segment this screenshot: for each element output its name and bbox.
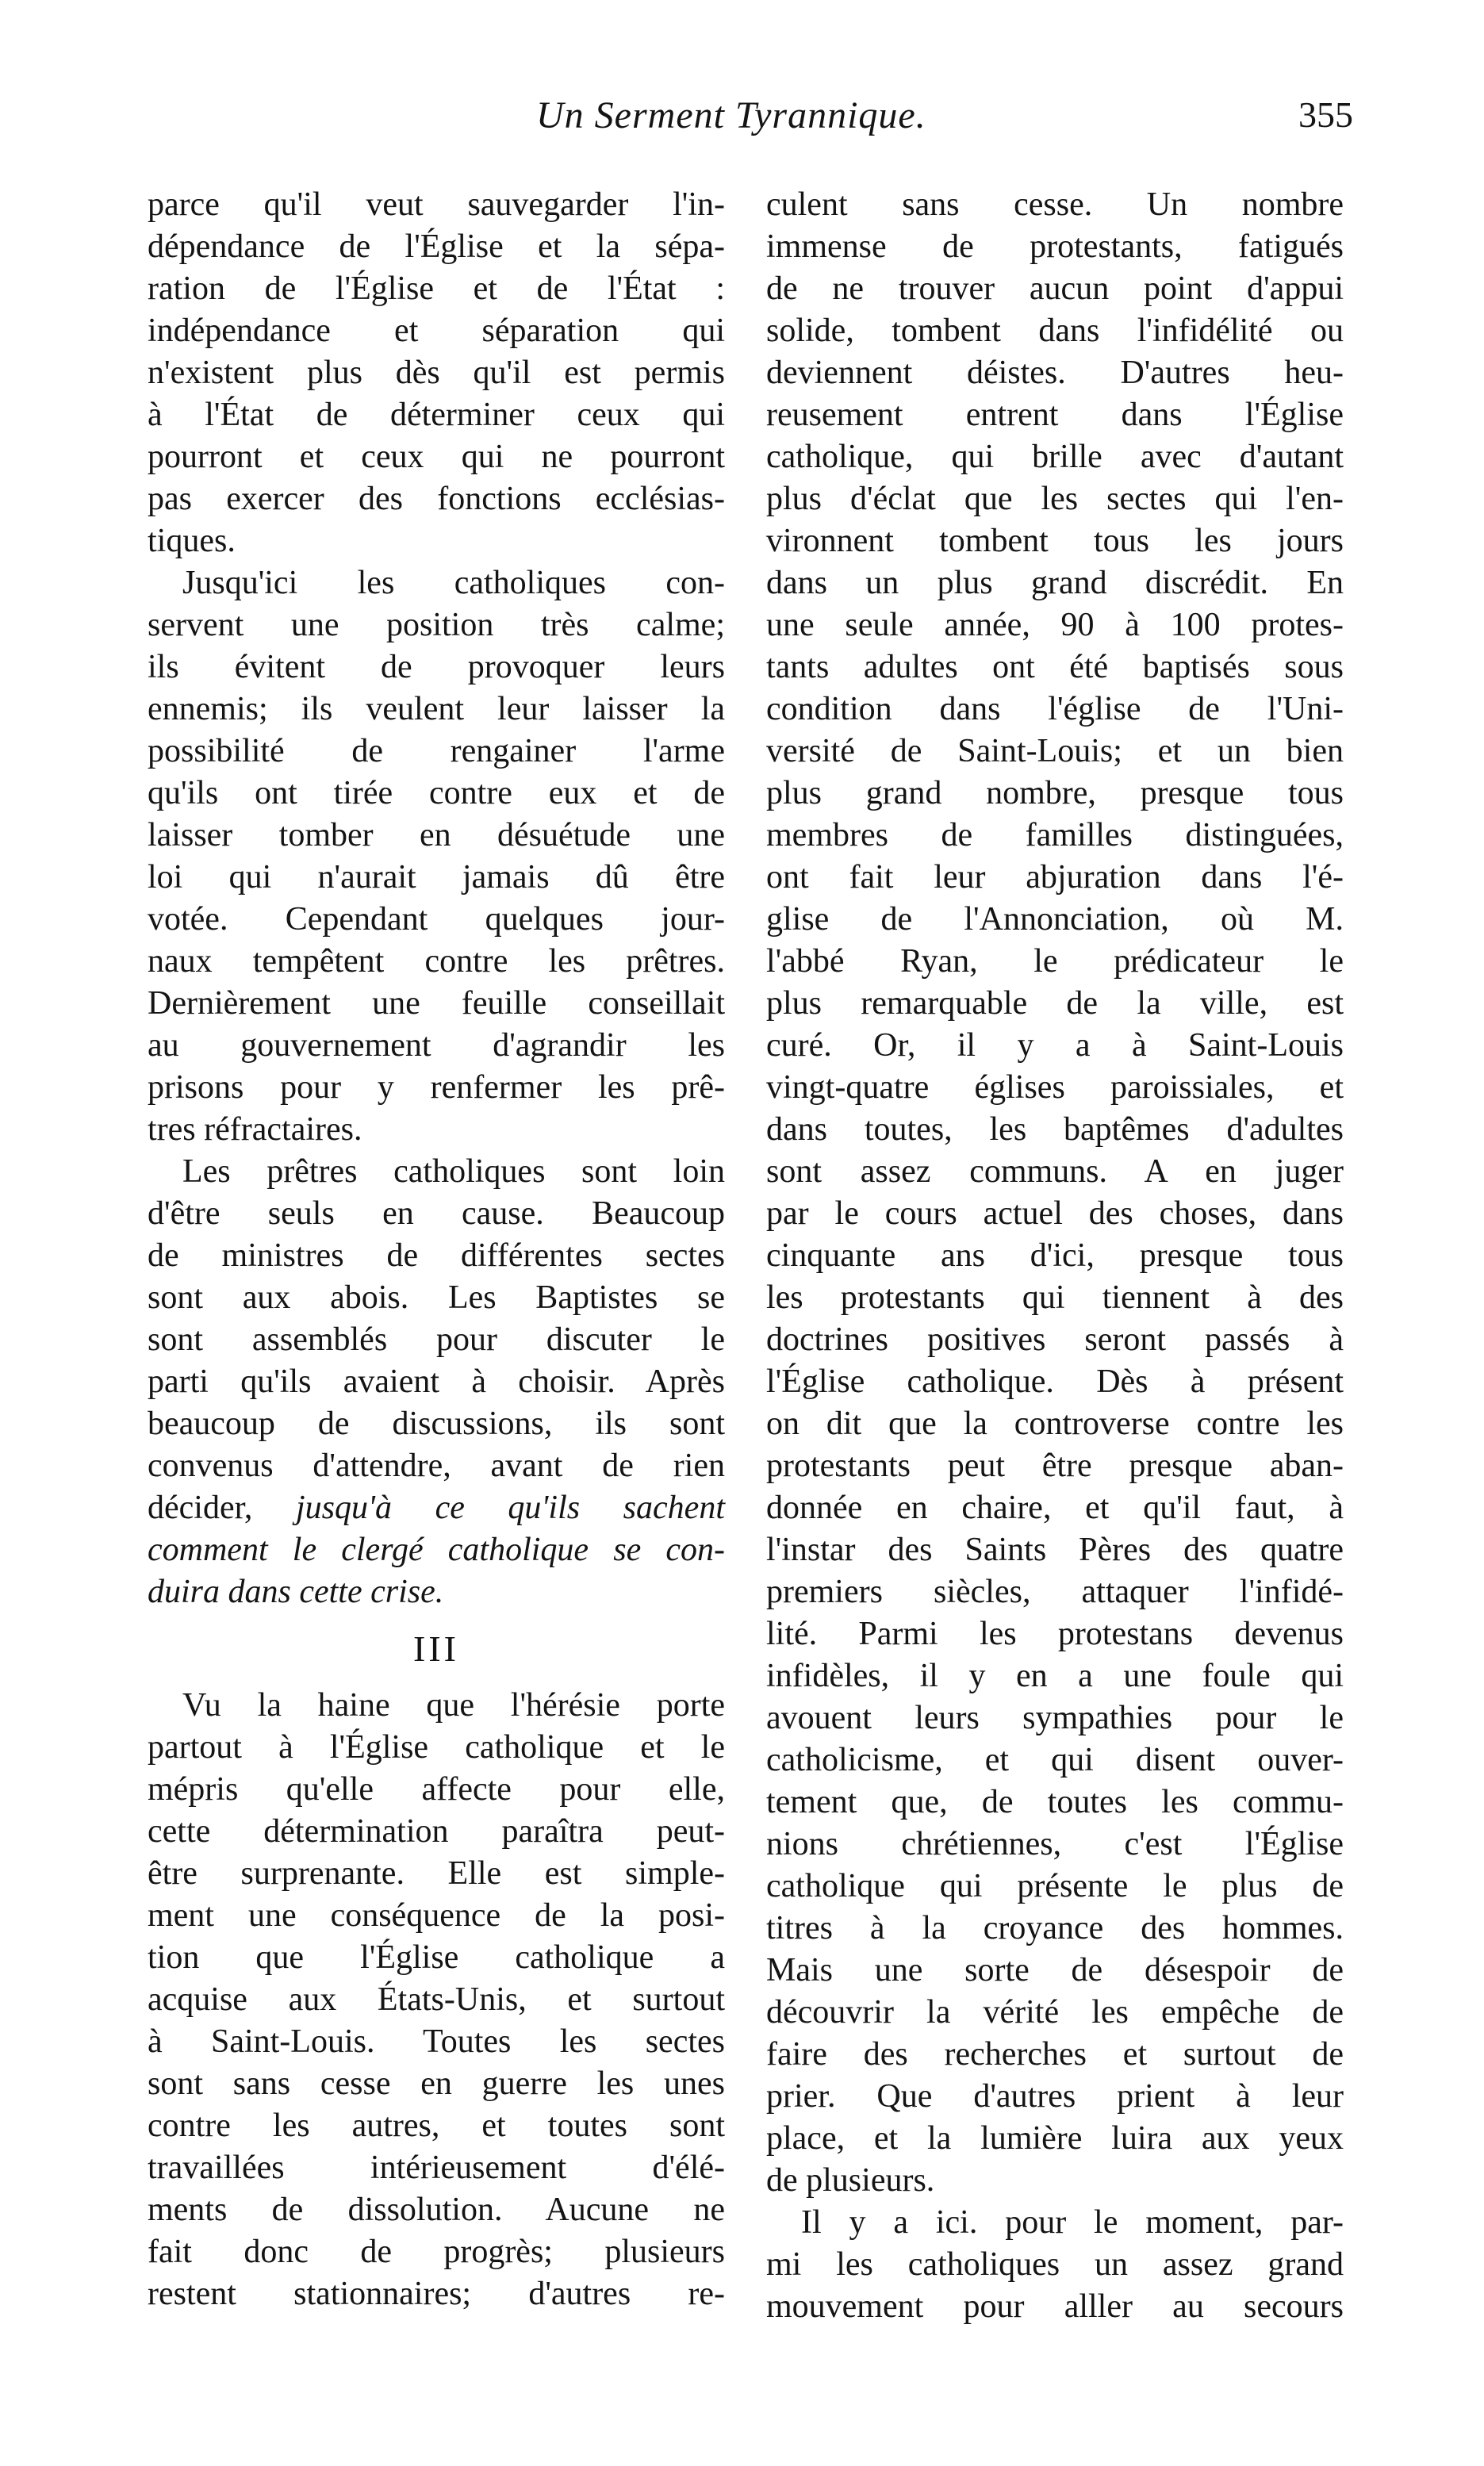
text-line: possibilité de rengainer l'arme <box>148 733 725 769</box>
text-line: pas exercer des fonctions ecclésias- <box>148 481 725 517</box>
text-run: décider, <box>148 1490 296 1526</box>
text-line: Jusqu'ici les catholiques con- <box>182 565 725 601</box>
paragraph <box>148 1685 725 2315</box>
text-line: plus grand nombre, presque tous <box>766 775 1344 811</box>
text-line: ont fait leur abjuration dans l'é- <box>766 859 1344 896</box>
page-number: 355 <box>1298 94 1353 135</box>
text-line: restent stationnaires; d'autres re- <box>148 2276 725 2312</box>
text-line: partout à l'Église catholique et le <box>148 1729 725 1766</box>
text-line: immense de protestants, fatigués <box>766 228 1344 265</box>
text-line: on dit que la controverse contre les <box>766 1406 1344 1442</box>
text-line: lité. Parmi les protestans devenus <box>766 1616 1344 1652</box>
text-line: dans toutes, les baptêmes d'adultes <box>766 1111 1344 1148</box>
text-line: sont aux abois. Les Baptistes se <box>148 1279 725 1316</box>
text-line-mixed <box>148 1487 725 1529</box>
text-line: qu'ils ont tirée contre eux et de <box>148 775 725 811</box>
text-line: contre les autres, et toutes sont <box>148 2107 725 2144</box>
text-line: être surprenante. Elle est simple- <box>148 1855 725 1892</box>
text-line: infidèles, il y en a une foule qui <box>766 1658 1344 1694</box>
paragraph <box>148 184 725 562</box>
italic-run: duira dans cette crise. <box>148 1574 444 1610</box>
text-line: d'être seuls en cause. Beaucoup <box>148 1195 725 1232</box>
left-column <box>148 184 725 2315</box>
text-line: une seule année, 90 à 100 protes- <box>766 607 1344 643</box>
text-line: ennemis; ils veulent leur laisser la <box>148 691 725 727</box>
text-line: curé. Or, il y a à Saint-Louis <box>766 1027 1344 1064</box>
text-line: tants adultes ont été baptisés sous <box>766 649 1344 685</box>
paragraph <box>766 2202 1344 2328</box>
text-line: naux tempêtent contre les prêtres. <box>148 943 725 980</box>
italic-text-line <box>148 1529 725 1571</box>
text-line: parti qu'ils avaient à choisir. Après <box>148 1363 725 1400</box>
right-column <box>766 184 1344 2328</box>
text-line: dépendance de l'Église et la sépa- <box>148 228 725 265</box>
italic-text-line <box>148 1571 725 1613</box>
text-line: vingt-quatre églises paroissiales, et <box>766 1069 1344 1106</box>
text-line: cinquante ans d'ici, presque tous <box>766 1237 1344 1274</box>
text-line: indépendance et séparation qui <box>148 313 725 349</box>
text-line: servent une position très calme; <box>148 607 725 643</box>
text-line: n'existent plus dès qu'il est permis <box>148 355 725 391</box>
section-heading: III <box>413 1628 459 1669</box>
text-line: ration de l'Église et de l'État : <box>148 270 725 307</box>
text-line: Mais une sorte de désespoir de <box>766 1952 1344 1989</box>
text-line: premiers siècles, attaquer l'infidé- <box>766 1574 1344 1610</box>
text-line: loi qui n'aurait jamais dû être <box>148 859 725 896</box>
running-title: Un Serment Tyrannique. <box>536 94 926 136</box>
text-line: donnée en chaire, et qu'il faut, à <box>766 1490 1344 1526</box>
paragraph <box>766 184 1344 2202</box>
text-line: tion que l'Église catholique a <box>148 1939 725 1976</box>
text-line: versité de Saint-Louis; et un bien <box>766 733 1344 769</box>
text-line: catholicisme, et qui disent ouver- <box>766 1742 1344 1778</box>
text-line: faire des recherches et surtout de <box>766 2036 1344 2073</box>
text-line: plus remarquable de la ville, est <box>766 985 1344 1022</box>
text-line: pourront et ceux qui ne pourront <box>148 439 725 475</box>
text-line: parce qu'il veut sauvegarder l'in- <box>148 186 725 223</box>
text-line: par le cours actuel des choses, dans <box>766 1195 1344 1232</box>
text-line: ments de dissolution. Aucune ne <box>148 2192 725 2228</box>
text-line: l'Église catholique. Dès à présent <box>766 1363 1344 1400</box>
text-line: votée. Cependant quelques jour- <box>148 901 725 938</box>
text-line: ment une conséquence de la posi- <box>148 1897 725 1934</box>
text-line: avouent leurs sympathies pour le <box>766 1700 1344 1736</box>
text-line: Les prêtres catholiques sont loin <box>182 1153 725 1190</box>
text-line: cette détermination paraîtra peut- <box>148 1813 725 1850</box>
text-line: Il y a ici. pour le moment, par- <box>801 2204 1344 2241</box>
text-line: plus d'éclat que les sectes qui l'en- <box>766 481 1344 517</box>
text-line: à l'État de déterminer ceux qui <box>148 397 725 433</box>
text-line: convenus d'attendre, avant de rien <box>148 1448 725 1484</box>
text-line: fait donc de progrès; plusieurs <box>148 2234 725 2270</box>
text-line: mi les catholiques un assez grand <box>766 2246 1344 2283</box>
text-line: vironnent tombent tous les jours <box>766 523 1344 559</box>
text-line: mouvement pour alller au secours <box>766 2288 1344 2325</box>
text-line: doctrines positives seront passés à <box>766 1321 1344 1358</box>
text-line: solide, tombent dans l'infidélité ou <box>766 313 1344 349</box>
text-line: prier. Que d'autres prient à leur <box>766 2078 1344 2115</box>
text-line: place, et la lumière luira aux yeux <box>766 2120 1344 2157</box>
text-line: sont sans cesse en guerre les unes <box>148 2065 725 2102</box>
text-line: Dernièrement une feuille conseillait <box>148 985 725 1022</box>
running-head <box>148 94 1353 157</box>
text-line: les protestants qui tiennent à des <box>766 1279 1344 1316</box>
text-line: mépris qu'elle affecte pour elle, <box>148 1771 725 1808</box>
text-line: acquise aux États-Unis, et surtout <box>148 1981 725 2018</box>
text-line: de ne trouver aucun point d'appui <box>766 270 1344 307</box>
text-line: l'abbé Ryan, le prédicateur le <box>766 943 1344 980</box>
text-line: catholique qui présente le plus de <box>766 1868 1344 1904</box>
text-line: tres réfractaires. <box>148 1111 362 1148</box>
text-line: Vu la haine que l'hérésie porte <box>182 1687 725 1724</box>
text-line: condition dans l'église de l'Uni- <box>766 691 1344 727</box>
text-line: reusement entrent dans l'Église <box>766 397 1344 433</box>
text-line: sont assez communs. A en juger <box>766 1153 1344 1190</box>
paragraph <box>148 1151 725 1613</box>
text-line: à Saint-Louis. Toutes les sectes <box>148 2023 725 2060</box>
text-line: glise de l'Annonciation, où M. <box>766 901 1344 938</box>
text-line: protestants peut être presque aban- <box>766 1448 1344 1484</box>
text-line: laisser tomber en désuétude une <box>148 817 725 853</box>
text-line: tiques. <box>148 523 236 559</box>
text-line: prisons pour y renfermer les prê- <box>148 1069 725 1106</box>
text-line: de ministres de différentes sectes <box>148 1237 725 1274</box>
text-line: l'instar des Saints Pères des quatre <box>766 1532 1344 1568</box>
italic-run: jusqu'à ce qu'ils sachent <box>295 1490 725 1526</box>
text-line: deviennent déistes. D'autres heu- <box>766 355 1344 391</box>
text-line: ils évitent de provoquer leurs <box>148 649 725 685</box>
text-line: membres de familles distinguées, <box>766 817 1344 853</box>
text-line: dans un plus grand discrédit. En <box>766 565 1344 601</box>
text-line: au gouvernement d'agrandir les <box>148 1027 725 1064</box>
text-line: de plusieurs. <box>766 2162 935 2199</box>
text-line: beaucoup de discussions, ils sont <box>148 1406 725 1442</box>
text-line: titres à la croyance des hommes. <box>766 1910 1344 1946</box>
text-line: découvrir la vérité les empêche de <box>766 1994 1344 2031</box>
text-line: nions chrétiennes, c'est l'Église <box>766 1826 1344 1862</box>
text-line: catholique, qui brille avec d'autant <box>766 439 1344 475</box>
paragraph <box>148 562 725 1151</box>
text-line: sont assemblés pour discuter le <box>148 1321 725 1358</box>
italic-run: comment le clergé catholique se con- <box>148 1532 725 1568</box>
text-line: tement que, de toutes les commu- <box>766 1784 1344 1820</box>
text-line: culent sans cesse. Un nombre <box>766 186 1344 223</box>
text-line: travaillées intérieusement d'élé- <box>148 2150 725 2186</box>
